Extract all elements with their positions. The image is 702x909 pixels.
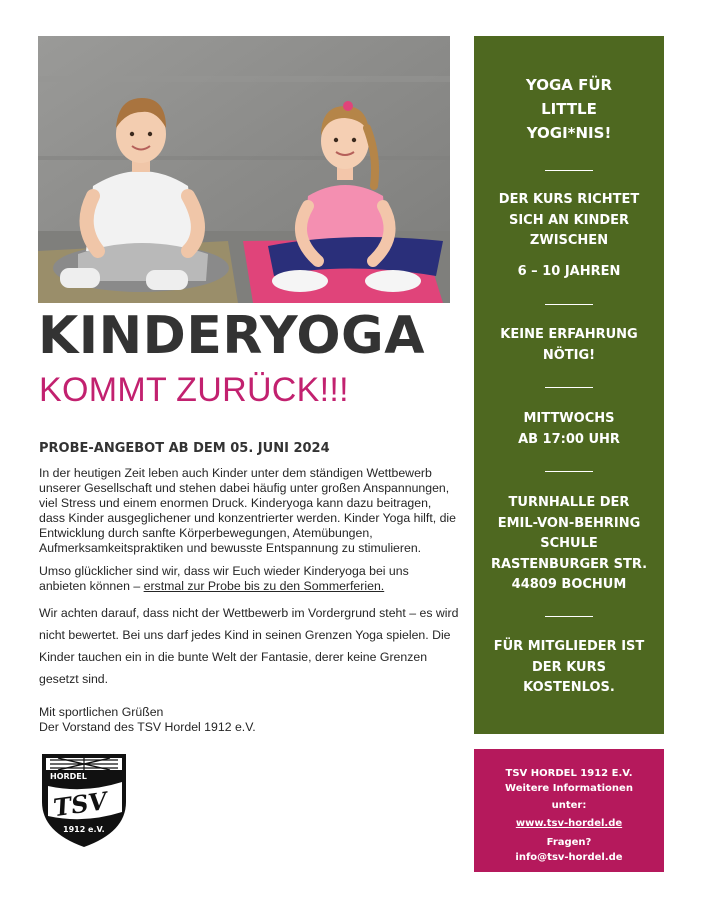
experience-info [474,325,664,366]
sidebar-title [474,73,664,145]
audience-line: DER KURS RICHTET [498,192,640,207]
paragraph-2-underlined: erstmal zur Probe bis zu den Sommerferien. [143,579,385,593]
divider [545,616,593,617]
audience-line: SICH AN KINDER [508,212,630,228]
website-link[interactable]: www.tsv-hordel.de [515,817,623,829]
time-info [474,409,664,450]
divider [545,387,593,388]
location-info [474,493,664,596]
location-line: EMIL-VON-BEHRING [497,515,641,531]
members-info [474,637,664,699]
contact-club-name: TSV HORDEL 1912 E.V. [505,768,633,779]
members-line: DER KURS [532,659,606,675]
body-paragraph-3: Wir achten darauf, dass nicht der Wettbewerb im Vordergrund steht – es wird nicht bewertet. Bei uns darf jedes Kind in seinen Grenzen Yoga spielen. Die Kinder tauchen ein in die bunte Welt der Fantasie, derer keine Grenzen gesetzt sind. [39,606,459,686]
body-paragraph-1: In der heutigen Zeit leben auch Kinder unter dem ständigen Wettbewerb unserer Gesellschaft und stehen dabei häufig unter großen Anspannungen, viel Stress und einem enormen Druck. Kinderyoga kann dazu beitragen, dass Kinder ausgeglichener und konzentrierter werden. Kinder Yoga hilft, die Entwicklung durch sanfte Körperbewegungen, Atemübungen, Aufmerksamkeitspraktiken und bewusste Entspannung zu stimulieren. [39,466,456,555]
divider [545,471,593,472]
poster-subheadline: KOMMT ZURÜCK!!! [39,371,349,409]
body-paragraph-2 [39,564,459,594]
logo-text-tsv: TSV [51,785,109,823]
signature [39,705,439,735]
divider [545,170,593,171]
course-info-panel [474,36,664,734]
title-line: YOGI*NIS! [526,124,612,142]
logo-text-hordel: HORDEL [50,772,87,781]
poster-headline: KINDERYOGA [38,306,425,366]
age-range: 6 – 10 JAHREN [517,264,621,279]
title-line: LITTLE [541,100,597,118]
contact-panel [474,749,664,872]
audience-line: ZWISCHEN [529,233,609,248]
experience-line: NÖTIG! [542,347,596,363]
members-line: FÜR MITGLIEDER IST [493,639,645,654]
email-address[interactable]: info@tsv-hordel.de [515,851,623,863]
divider [545,304,593,305]
contact-more-info: Weitere Informationen [505,782,633,794]
experience-line: KEINE ERFAHRUNG [500,327,638,342]
location-line: RASTENBURGER STR. [490,556,648,572]
audience-info [474,190,664,252]
location-line: 44809 BOCHUM [511,577,627,592]
title-line: YOGA FÜR [525,76,613,94]
paragraph-2-text: Umso glücklicher sind wir, dass wir Euch wieder Kinderyoga bei uns anbieten können – [39,564,409,593]
location-line: SCHULE [540,536,598,551]
time-line: MITTWOCHS [523,411,615,426]
signature-board: Der Vorstand des TSV Hordel 1912 e.V. [39,720,256,734]
contact-under: unter: [551,800,587,811]
kids-yoga-photo [38,36,450,303]
logo-text-year: 1912 e.V. [63,825,105,834]
members-line: KOSTENLOS. [523,680,615,695]
signature-greeting: Mit sportlichen Grüßen [39,705,164,719]
offer-date: PROBE-ANGEBOT AB DEM 05. JUNI 2024 [39,441,330,456]
tsv-hordel-logo [38,750,130,850]
poster-body [39,466,459,698]
time-line: AB 17:00 UHR [518,431,620,447]
contact-questions: Fragen? [546,837,592,848]
location-line: TURNHALLE DER [508,495,630,510]
